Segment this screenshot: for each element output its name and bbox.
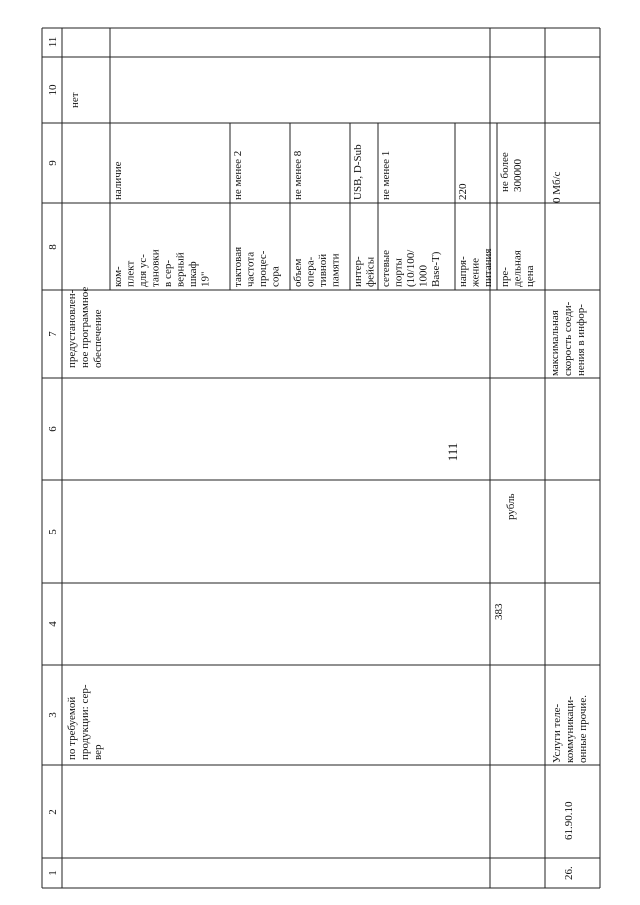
table-texts [47,37,589,880]
spec-name: тактовая [232,246,244,287]
spec-value: не более [499,152,511,192]
spec-name: шкаф [187,261,199,287]
spec-name: фейсы [364,256,377,287]
spec-name: питания [482,248,494,287]
service-value: 0 Мб/с [551,171,563,203]
unit-name: рубль [505,493,517,520]
spec-name: 19" [199,271,212,287]
item-name-continued: по требуемой [66,696,78,760]
column-number: 5 [47,529,59,535]
spec-name: опера- [304,256,317,287]
spec-name: в сер- [162,259,174,287]
page-number: 111 [445,442,460,462]
spec-name: верный [174,252,187,287]
spec-value: наличие [112,161,124,200]
column-number: 2 [47,809,59,815]
item-name-continued: продукции: сер- [79,684,91,760]
column-number: 3 [47,712,59,718]
item-characteristic: предустановлен- [66,289,78,368]
spec-name: плект [124,260,137,287]
spec-value: не менее 1 [380,150,392,200]
spec-name: 1000 [417,265,430,287]
column-number: 1 [47,870,59,876]
column-number: 11 [47,36,59,48]
spec-name: для ус- [137,254,149,287]
spec-name: ком- [112,266,124,287]
spec-value: не менее 2 [232,150,244,200]
service-name: Услуги теле- [551,703,563,763]
column-number: 9 [47,160,59,166]
column-number: 4 [47,621,59,627]
row-number: 26. [563,866,575,880]
spec-name: жение [469,258,482,287]
spec-name: памяти [329,253,342,287]
spec-name: пре- [499,267,511,287]
spec-name: процес- [257,250,269,287]
spec-name: (10/100/ [405,249,417,287]
spec-name: цена [524,265,536,287]
spec-name: частота [244,251,257,287]
spec-value: не менее 8 [292,150,304,200]
spec-value: USB, D-Sub [352,144,364,200]
spec-name: тивной [317,253,329,287]
unit-code: 383 [493,603,505,620]
service-characteristic: нения в инфор- [575,304,587,376]
spec-name: сора [269,266,282,287]
okpd-code: 61.90.10 [563,801,575,840]
service-name: онные прочие. [577,695,589,763]
spec-name: порты [392,258,405,287]
item-characteristic: ное программное [79,286,91,368]
spec-name: дельная [511,250,524,287]
item-characteristic: обеспечение [92,309,104,368]
spec-name: интер- [352,256,364,287]
item-name-continued: вер [92,744,104,760]
value-none: нет [69,92,81,108]
service-characteristic: максимальная [549,310,561,376]
spec-value: 300000 [512,159,524,192]
spec-name: тановки [149,249,162,287]
column-number: 7 [47,331,59,337]
spec-name: Base-T) [430,251,442,287]
spec-value: 220 [457,183,469,200]
service-name: коммуникаци- [564,696,576,763]
column-number: 6 [47,426,59,432]
spec-name: напря- [457,256,469,287]
service-characteristic: скорость соеди- [562,301,574,376]
spec-name: объем [292,258,304,287]
table-grid [42,28,600,888]
column-number: 10 [47,84,59,96]
spec-name: сетевые [380,249,392,287]
column-number: 8 [47,244,59,250]
